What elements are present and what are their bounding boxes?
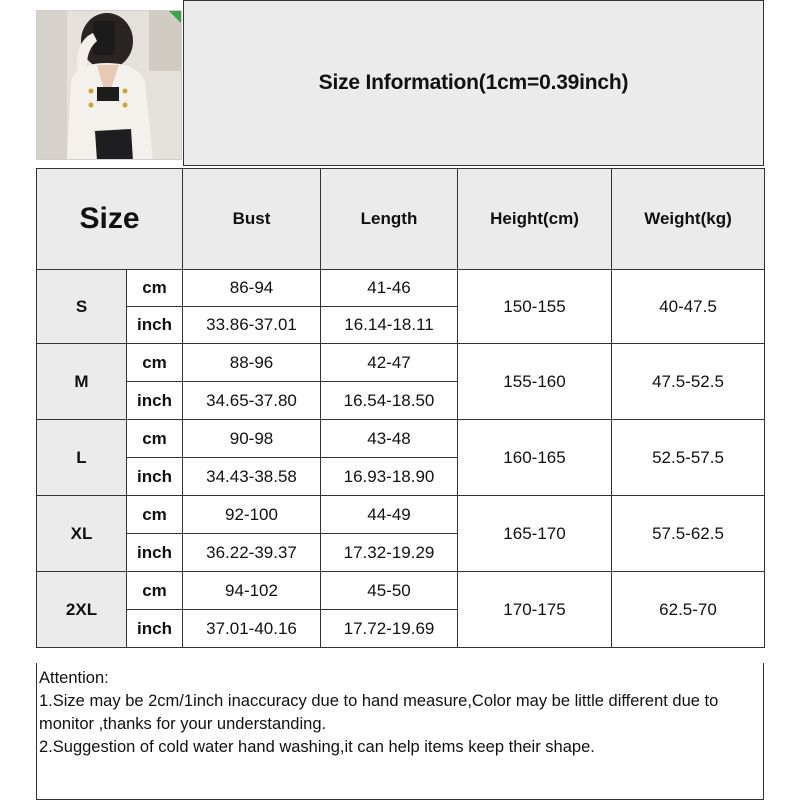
weight-value: 57.5-62.5	[612, 496, 765, 572]
header-height: Height(cm)	[458, 169, 612, 270]
unit-cm: cm	[127, 270, 183, 307]
bust-cm: 94-102	[183, 572, 321, 610]
size-label: M	[37, 344, 127, 420]
unit-inch: inch	[127, 534, 183, 572]
length-inch: 17.72-19.69	[321, 610, 458, 648]
bust-cm: 92-100	[183, 496, 321, 534]
unit-cm: cm	[127, 420, 183, 458]
height-value: 150-155	[458, 270, 612, 344]
size-label: XL	[37, 496, 127, 572]
length-inch: 17.32-19.29	[321, 534, 458, 572]
bust-cm: 86-94	[183, 270, 321, 307]
length-cm: 43-48	[321, 420, 458, 458]
table-row	[37, 572, 765, 610]
weight-value: 62.5-70	[612, 572, 765, 648]
bust-inch: 36.22-39.37	[183, 534, 321, 572]
header-bust: Bust	[183, 169, 321, 270]
size-table	[36, 168, 765, 648]
header-length: Length	[321, 169, 458, 270]
bust-inch: 34.43-38.58	[183, 458, 321, 496]
size-label: L	[37, 420, 127, 496]
weight-value: 40-47.5	[612, 270, 765, 344]
bust-inch: 37.01-40.16	[183, 610, 321, 648]
table-row	[37, 270, 765, 307]
unit-inch: inch	[127, 610, 183, 648]
unit-cm: cm	[127, 496, 183, 534]
length-inch: 16.54-18.50	[321, 382, 458, 420]
attention-box	[36, 663, 764, 800]
attention-line-1: 1.Size may be 2cm/1inch inaccuracy due to hand measure,Color may be little different due to monitor ,thanks for your understanding.	[39, 692, 723, 733]
model-photo-icon	[37, 11, 182, 160]
header-weight: Weight(kg)	[612, 169, 765, 270]
weight-value: 47.5-52.5	[612, 344, 765, 420]
bust-cm: 88-96	[183, 344, 321, 382]
bust-inch: 34.65-37.80	[183, 382, 321, 420]
model-photo	[36, 10, 182, 160]
size-label: S	[37, 270, 127, 344]
bust-inch: 33.86-37.01	[183, 307, 321, 344]
length-inch: 16.14-18.11	[321, 307, 458, 344]
unit-inch: inch	[127, 382, 183, 420]
unit-inch: inch	[127, 458, 183, 496]
height-value: 170-175	[458, 572, 612, 648]
length-cm: 41-46	[321, 270, 458, 307]
unit-inch: inch	[127, 307, 183, 344]
title-box	[183, 0, 764, 166]
length-cm: 44-49	[321, 496, 458, 534]
bust-cm: 90-98	[183, 420, 321, 458]
table-row	[37, 344, 765, 382]
unit-cm: cm	[127, 344, 183, 382]
length-cm: 45-50	[321, 572, 458, 610]
table-row	[37, 496, 765, 534]
length-cm: 42-47	[321, 344, 458, 382]
table-header-row	[37, 169, 765, 270]
height-value: 160-165	[458, 420, 612, 496]
size-label: 2XL	[37, 572, 127, 648]
height-value: 155-160	[458, 344, 612, 420]
height-value: 165-170	[458, 496, 612, 572]
weight-value: 52.5-57.5	[612, 420, 765, 496]
length-inch: 16.93-18.90	[321, 458, 458, 496]
page-title: Size Information(1cm=0.39inch)	[318, 71, 629, 94]
header-size: Size	[37, 169, 183, 270]
attention-heading: Attention:	[39, 669, 109, 687]
table-row	[37, 420, 765, 458]
attention-line-2: 2.Suggestion of cold water hand washing,it can help items keep their shape.	[39, 738, 595, 756]
unit-cm: cm	[127, 572, 183, 610]
